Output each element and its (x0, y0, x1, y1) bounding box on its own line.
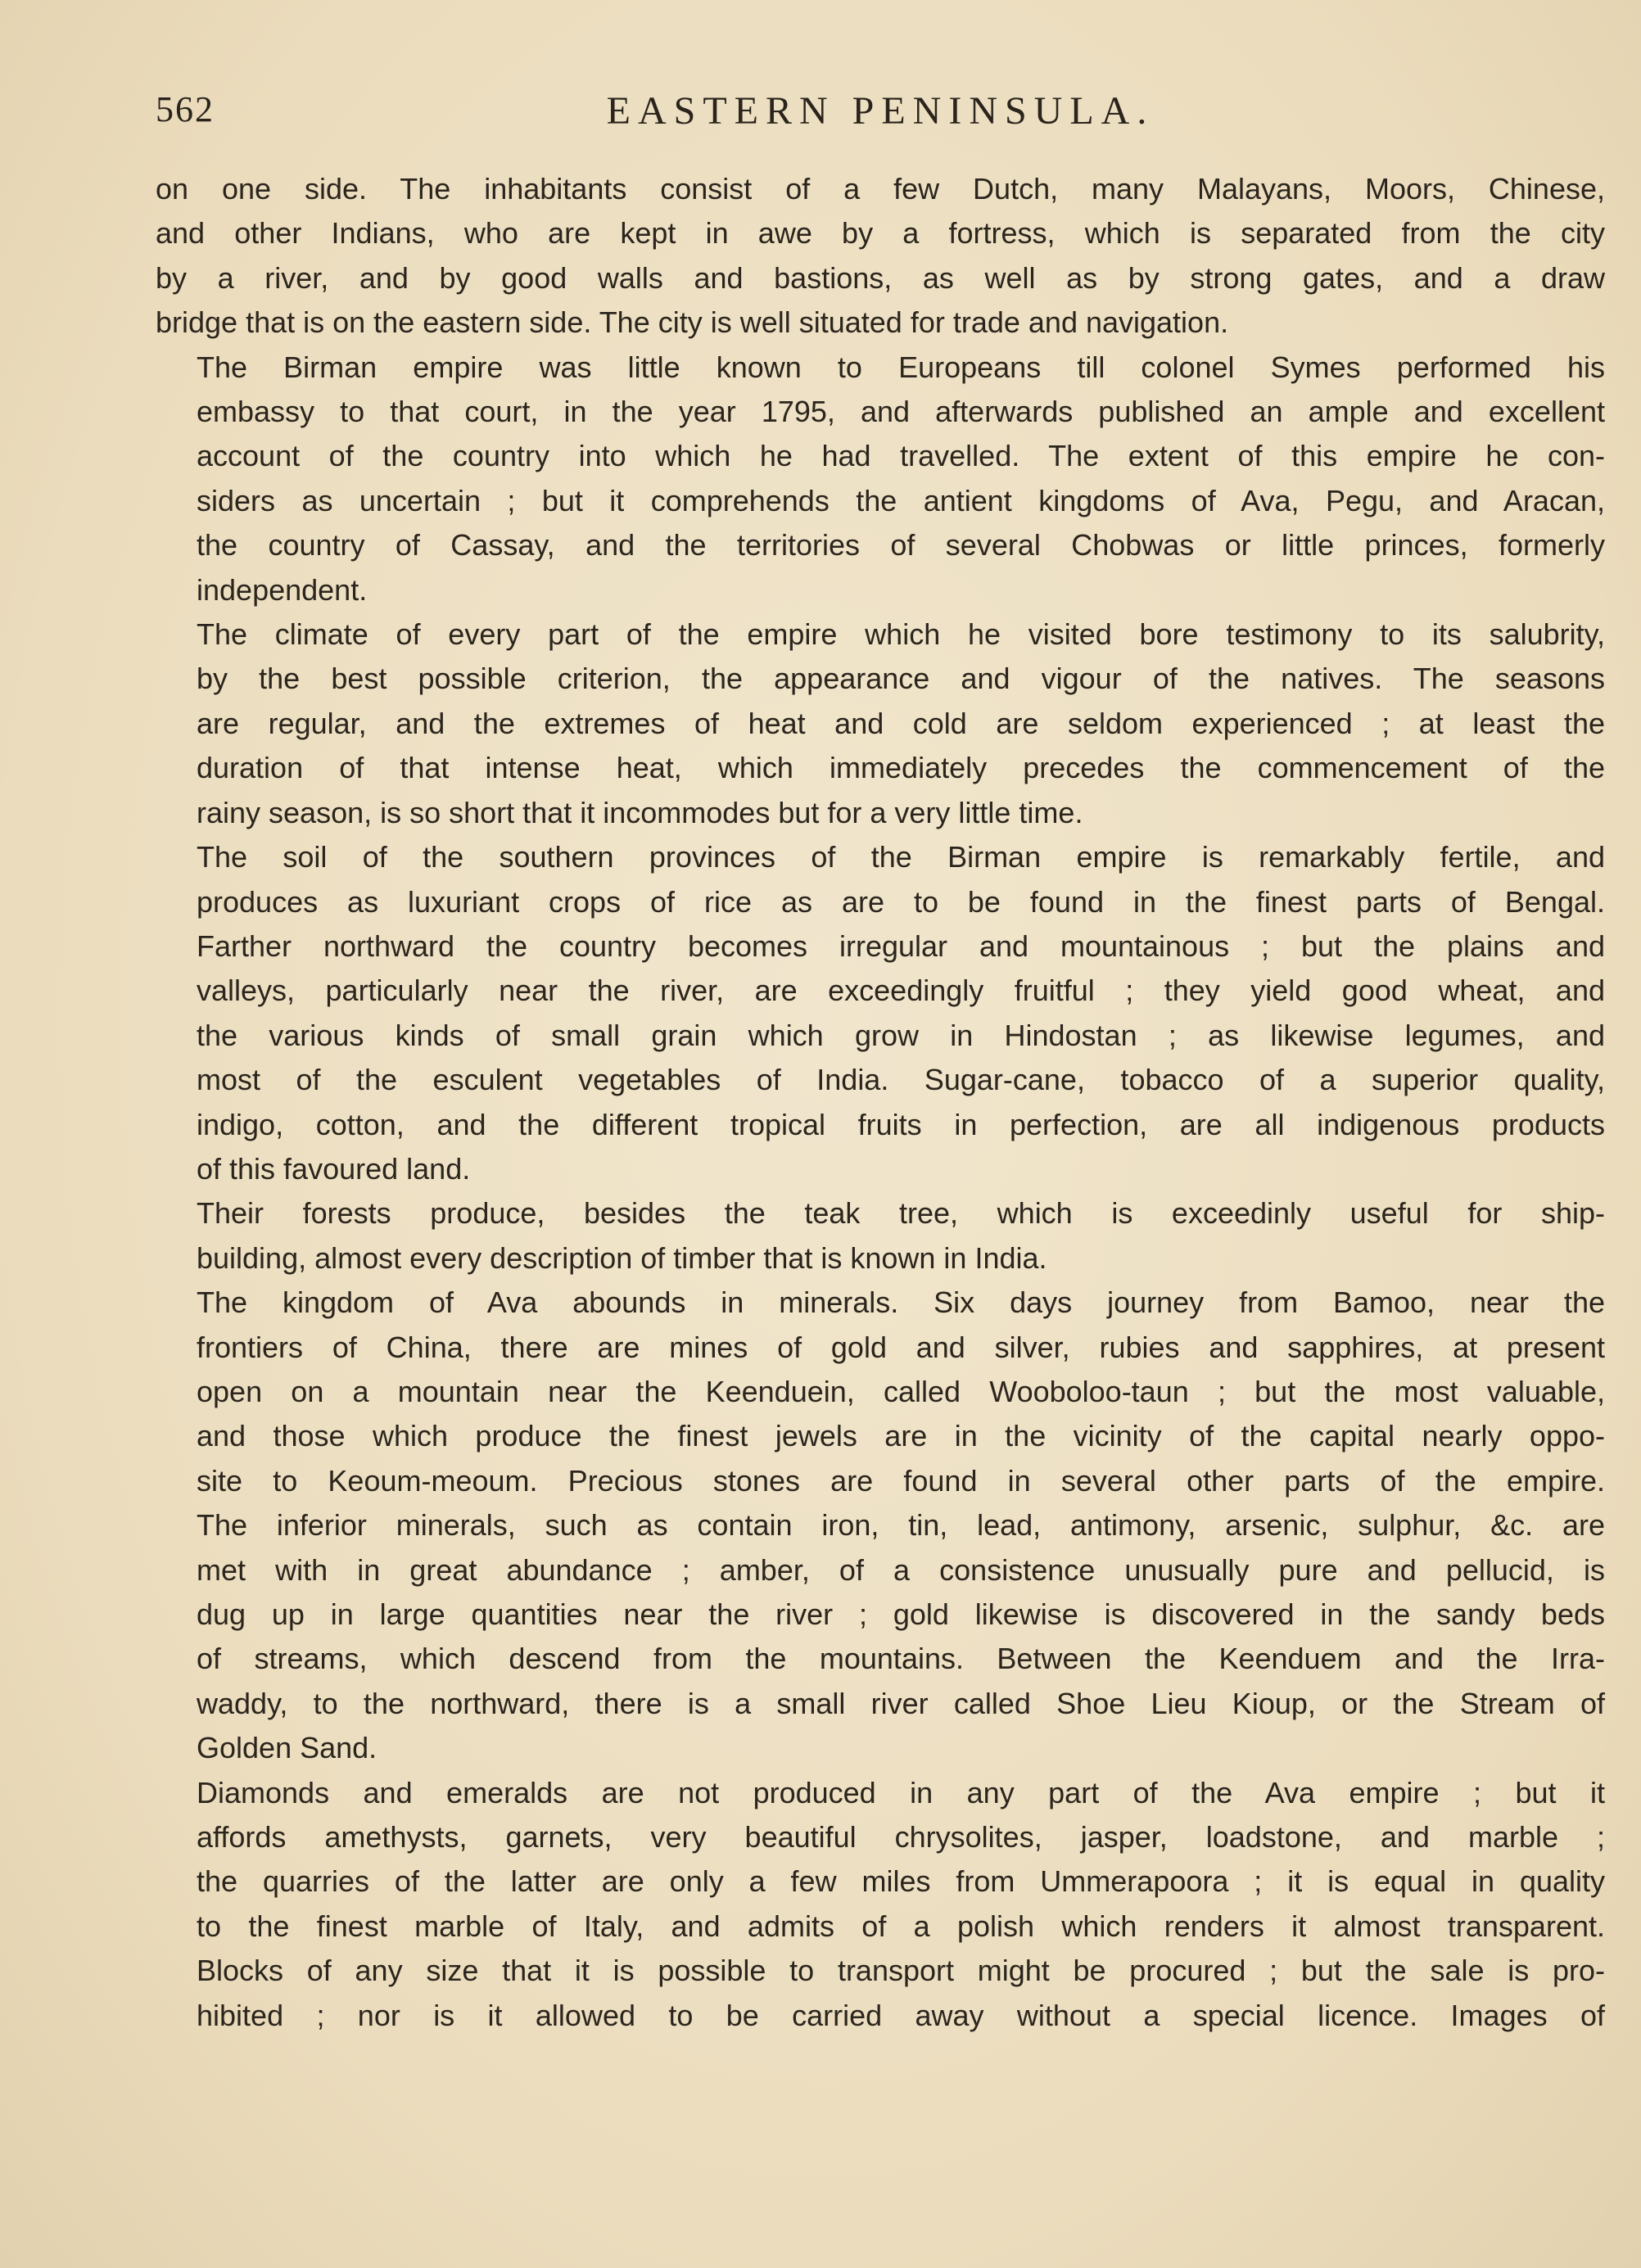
text-line: The inferior minerals, such as contain iron, tin, lead, antimony, arsenic, sulphur, &c. are (197, 1508, 1605, 1543)
text-line: site to Keoum-meoum. Precious stones are found in several other parts of the empire. (197, 1463, 1605, 1498)
text-line: building, almost every description of timber that is known in India. (197, 1240, 1047, 1275)
text-line: dug up in large quantities near the river ; gold likewise is discovered in the sandy beds (197, 1597, 1605, 1631)
text-line: independent. (197, 572, 368, 607)
text-line: open on a mountain near the Keenduein, called Wooboloo-taun ; but the most valuable, (197, 1374, 1605, 1408)
text-line: the various kinds of small grain which grow in Hindostan ; as likewise legumes, and (197, 1018, 1605, 1052)
text-line: on one side. The inhabitants consist of a few Dutch, many Malayans, Moors, Chinese, (156, 172, 1605, 206)
paragraph-4 (156, 835, 1605, 1191)
text-line: account of the country into which he had travelled. The extent of this empire he con- (197, 439, 1605, 473)
text-line: by the best possible criterion, the appearance and vigour of the natives. The seasons (197, 662, 1605, 696)
text-line: of streams, which descend from the mountains. Between the Keenduem and the Irra- (197, 1642, 1605, 1676)
text-line: the quarries of the latter are only a few miles from Ummerapoora ; it is equal in quality (197, 1864, 1605, 1899)
text-line: siders as uncertain ; but it comprehends the antient kingdoms of Ava, Pegu, and Aracan, (197, 483, 1605, 517)
text-line: duration of that intense heat, which immediately precedes the commencement of the (197, 751, 1605, 785)
text-line: Blocks of any size that it is possible to transport might be procured ; but the sale is pro- (197, 1954, 1605, 1988)
text-line: hibited ; nor is it allowed to be carried away without a special licence. Images of (197, 1998, 1605, 2032)
text-line: rainy season, is so short that it incommodes but for a very little time. (197, 795, 1083, 829)
text-line: valleys, particularly near the river, are exceedingly fruitful ; they yield good wheat, and (197, 974, 1605, 1008)
text-line: The climate of every part of the empire which he visited bore testimony to its salubrity, (197, 617, 1605, 652)
text-line: Diamonds and emeralds are not produced in any part of the Ava empire ; but it (197, 1775, 1605, 1809)
text-line: to the finest marble of Italy, and admits of a polish which renders it almost transparent. (197, 1909, 1605, 1943)
text-line: produces as luxuriant crops of rice as are to be found in the finest parts of Bengal. (197, 884, 1605, 919)
text-line: The soil of the southern provinces of the Birman empire is remarkably fertile, and (197, 840, 1605, 874)
text-line: affords amethysts, garnets, very beautiful chrysolites, jasper, loadstone, and marble ; (197, 1820, 1605, 1855)
text-line: indigo, cotton, and the different tropical fruits in perfection, are all indigenous products (197, 1107, 1605, 1141)
text-line: and other Indians, who are kept in awe by a fortress, which is separated from the city (156, 216, 1605, 251)
text-line: of this favoured land. (197, 1151, 471, 1186)
text-line: most of the esculent vegetables of India. Sugar-cane, tobacco of a superior quality, (197, 1063, 1605, 1097)
text-line: Their forests produce, besides the teak tree, which is exceedinly useful for ship- (197, 1196, 1605, 1231)
paragraph-6 (156, 1281, 1605, 1770)
text-line: Farther northward the country becomes irregular and mountainous ; but the plains and (197, 928, 1605, 963)
text-line: The kingdom of Ava abounds in minerals. Six days journey from Bamoo, near the (197, 1285, 1605, 1320)
text-line: waddy, to the northward, there is a small river called Shoe Lieu Kioup, or the Stream of (197, 1686, 1605, 1720)
running-title: EASTERN PENINSULA. (606, 89, 1155, 133)
paragraph-3 (156, 612, 1605, 835)
text-line: the country of Cassay, and the territories of several Chobwas or little princes, formerly (197, 528, 1605, 562)
text-line: bridge that is on the eastern side. The city is well situated for trade and navigation. (156, 305, 1229, 340)
body-text (156, 167, 1605, 2038)
text-line: The Birman empire was little known to Europeans till colonel Symes performed his (197, 350, 1605, 384)
text-line: embassy to that court, in the year 1795, and afterwards published an ample and excellent (197, 395, 1605, 429)
text-line: and those which produce the finest jewels are in the vicinity of the capital nearly oppo- (197, 1419, 1605, 1453)
page-header (156, 88, 1605, 146)
text-line: met with in great abundance ; amber, of a consistence unusually pure and pellucid, is (197, 1552, 1605, 1587)
paragraph-7 (156, 1771, 1605, 2038)
page-number: 562 (156, 89, 215, 129)
paragraph-1 (156, 167, 1605, 346)
text-line: are regular, and the extremes of heat and cold are seldom experienced ; at least the (197, 706, 1605, 740)
paragraph-5 (156, 1191, 1605, 1281)
paragraph-2 (156, 346, 1605, 612)
text-line: by a river, and by good walls and bastions, as well as by strong gates, and a draw (156, 260, 1605, 295)
text-line: frontiers of China, there are mines of gold and silver, rubies and sapphires, at present (197, 1330, 1605, 1364)
text-line: Golden Sand. (197, 1731, 377, 1765)
